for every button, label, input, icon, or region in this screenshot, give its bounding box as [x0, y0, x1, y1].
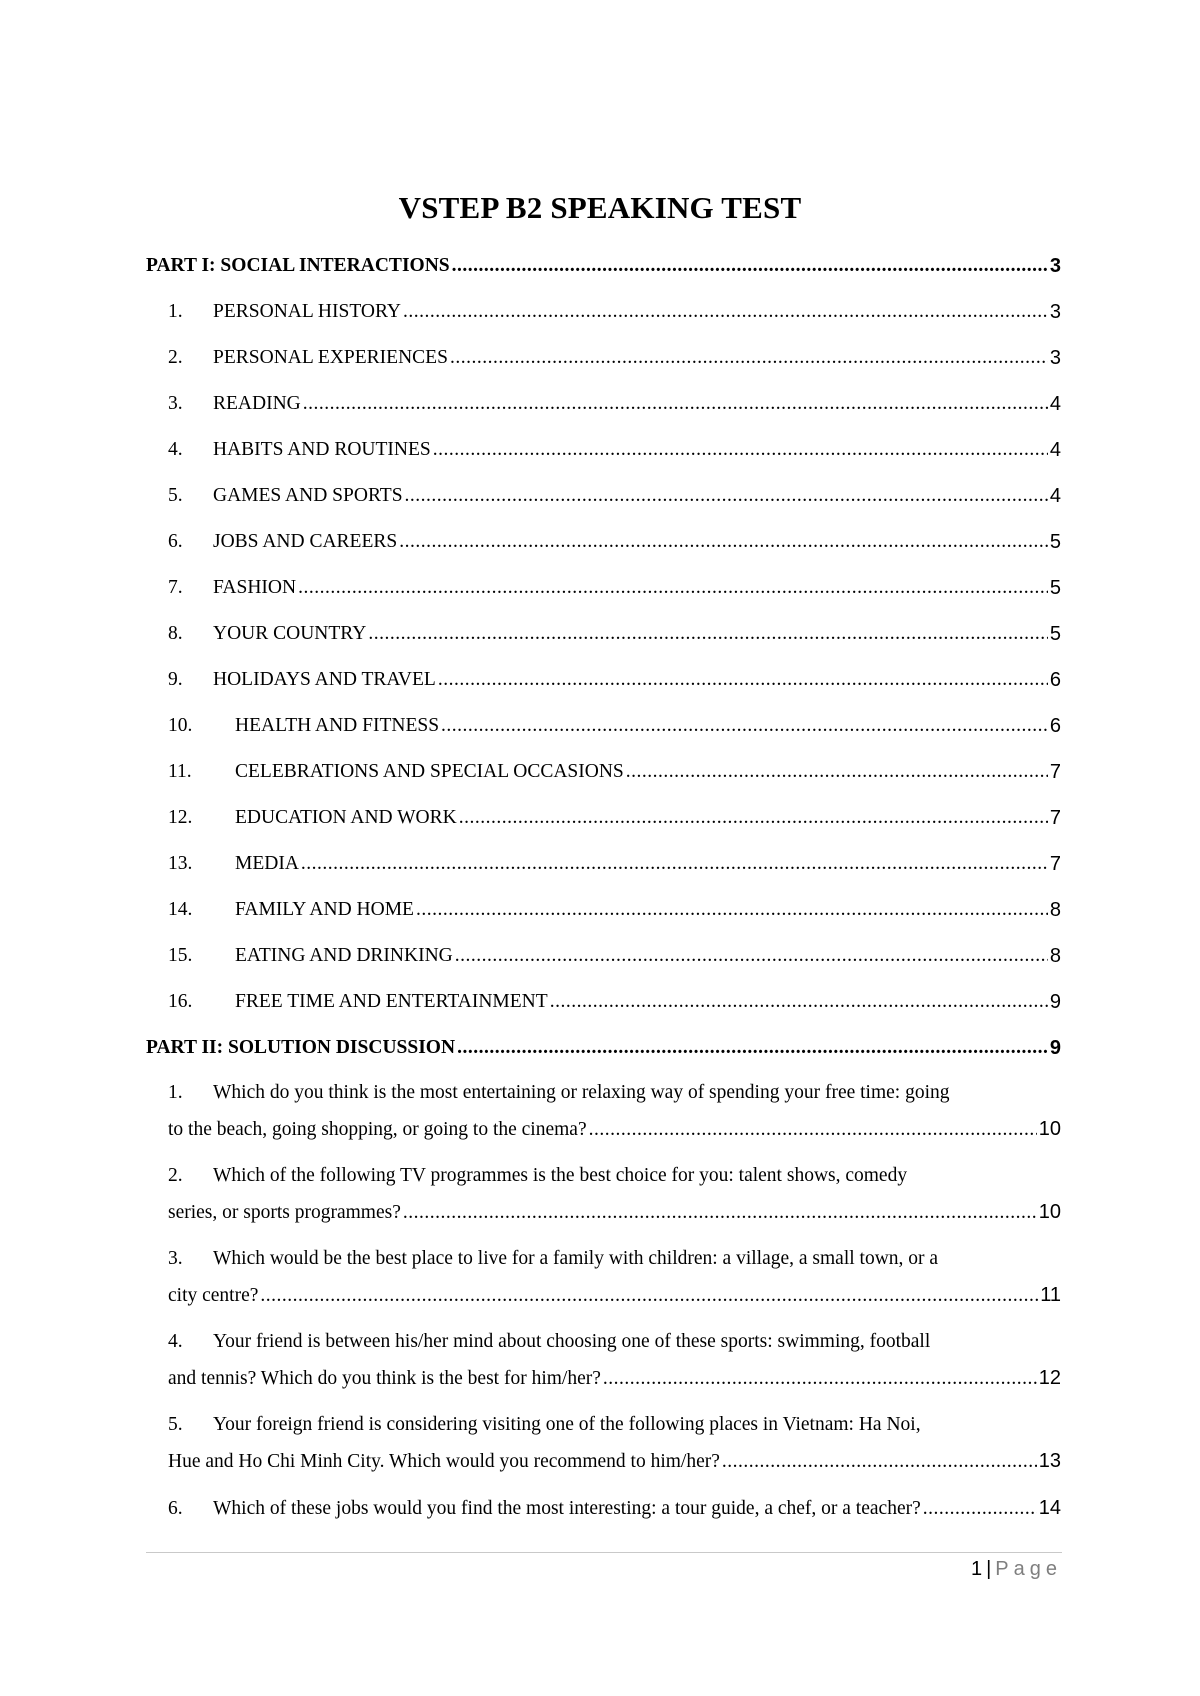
- toc-question-text-1: Which of the following TV programmes is the best choice for you: talent shows, comedy: [213, 1165, 908, 1186]
- toc-item-label: PERSONAL HISTORY: [213, 301, 401, 322]
- toc-page-number: 3: [1049, 255, 1061, 277]
- toc-item[interactable]: [146, 519, 1061, 565]
- toc-page-number: 14: [1038, 1497, 1061, 1519]
- toc-question[interactable]: [146, 1490, 1061, 1527]
- toc-question-line-1: [168, 1075, 1061, 1111]
- toc-page-number: 8: [1049, 899, 1061, 921]
- toc-item[interactable]: [146, 473, 1061, 519]
- toc-item-number: 6.: [168, 531, 183, 552]
- toc-question-number: 2.: [168, 1165, 183, 1186]
- toc-question-line-2: [146, 1277, 1061, 1314]
- dot-leader: [452, 248, 1048, 284]
- dot-leader: [457, 1030, 1048, 1066]
- dot-leader: [399, 524, 1048, 560]
- toc-page-number: 7: [1049, 807, 1061, 829]
- toc-item-number: 9.: [168, 669, 183, 690]
- toc-item[interactable]: [146, 979, 1061, 1025]
- toc-item-label: JOBS AND CAREERS: [213, 531, 398, 552]
- dot-leader: [438, 662, 1048, 698]
- dot-leader: [459, 800, 1048, 836]
- dot-leader: [450, 340, 1048, 376]
- page-footer: [146, 1558, 1062, 1581]
- toc-item[interactable]: [146, 933, 1061, 979]
- toc-question-text-1: Which of these jobs would you find the most interesting: a tour guide, a chef, or a teacher?: [213, 1498, 921, 1519]
- toc-question-line-1: [168, 1324, 1061, 1360]
- toc-item-number: 11.: [168, 761, 192, 782]
- toc-question-line-1: [168, 1158, 1061, 1194]
- toc-part-1-label: PART I: SOCIAL INTERACTIONS: [146, 255, 450, 276]
- toc-question[interactable]: [146, 1158, 1061, 1231]
- dot-leader: [722, 1444, 1037, 1480]
- toc-page-number: 7: [1049, 853, 1061, 875]
- dot-leader: [260, 1278, 1038, 1314]
- toc-item-label: HABITS AND ROUTINES: [213, 439, 431, 460]
- document-title: VSTEP B2 SPEAKING TEST: [398, 190, 802, 225]
- toc-page-number: 5: [1049, 531, 1061, 553]
- toc-question[interactable]: [146, 1324, 1061, 1397]
- toc-page-number: 10: [1038, 1118, 1061, 1140]
- toc-question-line-2: [146, 1111, 1061, 1148]
- toc-item[interactable]: [146, 565, 1061, 611]
- toc-page-number: 13: [1038, 1450, 1061, 1472]
- dot-leader: [550, 984, 1048, 1020]
- toc-item[interactable]: [146, 657, 1061, 703]
- toc-question-line-1: [168, 1241, 1061, 1277]
- toc-page-number: 10: [1038, 1201, 1061, 1223]
- toc-item-number: 15.: [168, 945, 193, 966]
- dot-leader: [301, 846, 1048, 882]
- toc-item-label: READING: [213, 393, 301, 414]
- toc-item-label: GAMES AND SPORTS: [213, 485, 403, 506]
- dot-leader: [403, 1195, 1037, 1231]
- toc-question[interactable]: [146, 1075, 1061, 1148]
- toc-item[interactable]: [146, 611, 1061, 657]
- toc-item-label: MEDIA: [235, 853, 299, 874]
- toc-question-number: 5.: [168, 1414, 183, 1435]
- dot-leader: [303, 386, 1048, 422]
- dot-leader: [416, 892, 1048, 928]
- dot-leader: [589, 1112, 1037, 1148]
- toc-question-number: 4.: [168, 1331, 183, 1352]
- toc-page-number: 9: [1049, 1037, 1061, 1059]
- toc-item-number: 3.: [168, 393, 183, 414]
- toc-part-2-label: PART II: SOLUTION DISCUSSION: [146, 1037, 456, 1058]
- toc-item[interactable]: [146, 795, 1061, 841]
- dot-leader: [403, 294, 1048, 330]
- toc-item-label: HOLIDAYS AND TRAVEL: [213, 669, 436, 690]
- toc-page-number: 6: [1049, 715, 1061, 737]
- toc-page-number: 3: [1049, 301, 1061, 323]
- toc-question-text-2: series, or sports programmes?: [168, 1202, 401, 1223]
- toc-question-text-2: and tennis? Which do you think is the best for him/her?: [168, 1368, 601, 1389]
- dot-leader: [923, 1491, 1037, 1527]
- toc-item[interactable]: [146, 749, 1061, 795]
- toc-page-number: 4: [1049, 393, 1061, 415]
- toc-item-number: 2.: [168, 347, 183, 368]
- toc-item-label: FREE TIME AND ENTERTAINMENT: [235, 991, 548, 1012]
- toc-item-label: YOUR COUNTRY: [213, 623, 367, 644]
- toc-question-number: 1.: [168, 1082, 183, 1103]
- dot-leader: [368, 616, 1048, 652]
- toc-question-line-2: [146, 1194, 1061, 1231]
- toc-page-number: 6: [1049, 669, 1061, 691]
- toc-question-line-1: [168, 1407, 1061, 1443]
- toc-question-line-2: [146, 1443, 1061, 1480]
- toc-item-number: 14.: [168, 899, 193, 920]
- toc-item-label: FASHION: [213, 577, 297, 598]
- toc-item-number: 1.: [168, 301, 183, 322]
- toc-item-label: EATING AND DRINKING: [235, 945, 453, 966]
- toc-question-line-2: [146, 1360, 1061, 1397]
- toc-question-text-2: Hue and Ho Chi Minh City. Which would you recommend to him/her?: [168, 1451, 720, 1472]
- toc-page-number: 4: [1049, 485, 1061, 507]
- toc-question-number: 6.: [168, 1498, 183, 1519]
- toc-item-label: PERSONAL EXPERIENCES: [213, 347, 448, 368]
- toc-page-number: 4: [1049, 439, 1061, 461]
- footer-separator: |: [986, 1558, 992, 1580]
- toc-item-label: HEALTH AND FITNESS: [235, 715, 440, 736]
- toc-page-number: 9: [1049, 991, 1061, 1013]
- dot-leader: [433, 432, 1048, 468]
- dot-leader: [455, 938, 1048, 974]
- dot-leader: [626, 754, 1048, 790]
- toc-question-text-1: Which would be the best place to live for a family with children: a village, a small town, or a: [213, 1248, 939, 1269]
- toc-page-number: 3: [1049, 347, 1061, 369]
- toc-page-number: 12: [1038, 1367, 1061, 1389]
- toc-question-number: 3.: [168, 1248, 183, 1269]
- toc-page-number: 8: [1049, 945, 1061, 967]
- toc-item-number: 13.: [168, 853, 193, 874]
- footer-divider: [146, 1552, 1062, 1553]
- toc-page-number: 11: [1040, 1284, 1061, 1306]
- toc-item[interactable]: [146, 887, 1061, 933]
- footer-page-label: Page: [995, 1558, 1062, 1580]
- toc-question-line-1: [168, 1490, 1061, 1527]
- toc-item[interactable]: [146, 841, 1061, 887]
- toc-item[interactable]: [146, 289, 1061, 335]
- toc-item[interactable]: [146, 427, 1061, 473]
- toc-item-label: EDUCATION AND WORK: [235, 807, 457, 828]
- toc-page-number: 7: [1049, 761, 1061, 783]
- dot-leader: [298, 570, 1048, 606]
- footer-page-number: 1: [970, 1558, 983, 1580]
- toc-item-number: 4.: [168, 439, 183, 460]
- toc-question[interactable]: [146, 1241, 1061, 1314]
- toc-page-number: 5: [1049, 577, 1061, 599]
- toc-item-label: CELEBRATIONS AND SPECIAL OCCASIONS: [235, 761, 624, 782]
- toc-question-text-1: Your foreign friend is considering visiting one of the following places in Vietnam: Ha Noi,: [213, 1414, 921, 1435]
- toc-question-text-2: city centre?: [168, 1285, 259, 1306]
- toc-item[interactable]: [146, 381, 1061, 427]
- dot-leader: [603, 1361, 1037, 1397]
- toc-part-2[interactable]: [146, 1025, 1061, 1071]
- toc-question-text-2: to the beach, going shopping, or going to the cinema?: [168, 1119, 587, 1140]
- toc-page-number: 5: [1049, 623, 1061, 645]
- toc-item-number: 8.: [168, 623, 183, 644]
- dot-leader: [441, 708, 1048, 744]
- toc-item-number: 16.: [168, 991, 193, 1012]
- toc-item-label: FAMILY AND HOME: [235, 899, 414, 920]
- toc-item-number: 7.: [168, 577, 183, 598]
- toc-question[interactable]: [146, 1407, 1061, 1480]
- toc-question-text-1: Your friend is between his/her mind about choosing one of these sports: swimming, football: [213, 1331, 931, 1352]
- table-of-contents: [146, 243, 1061, 1537]
- toc-item[interactable]: [146, 335, 1061, 381]
- toc-item-number: 12.: [168, 807, 193, 828]
- toc-item-number: 10.: [168, 715, 193, 736]
- toc-question-text-1: Which do you think is the most entertaining or relaxing way of spending your free time: going: [213, 1082, 950, 1103]
- toc-item-number: 5.: [168, 485, 183, 506]
- toc-part-1[interactable]: [146, 243, 1061, 289]
- toc-item[interactable]: [146, 703, 1061, 749]
- dot-leader: [405, 478, 1048, 514]
